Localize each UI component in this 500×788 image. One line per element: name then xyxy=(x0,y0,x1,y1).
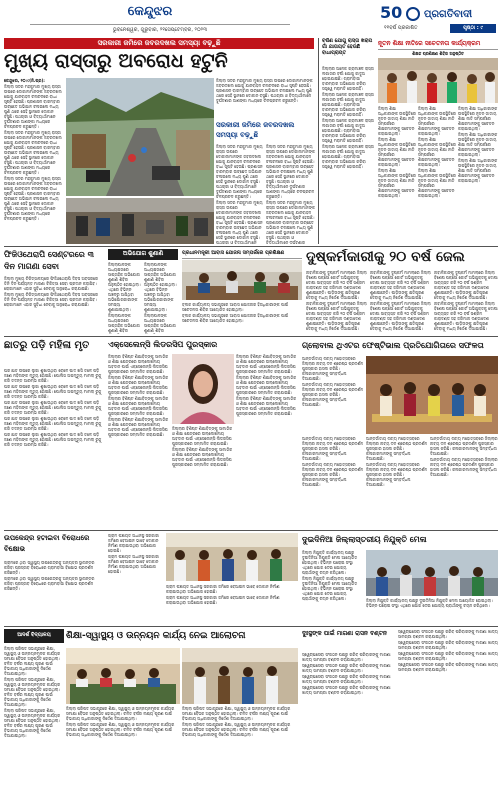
story-5-body-col-2 xyxy=(370,270,432,334)
story-6-text-4: ଘର ଛାତ ଉପରେ ଲୁଗା ଶୁଖାଉଥିବା ବେଳେ ପାଦ ଖସି ତଳେ ପଡ଼ି ଜଣେ ମହିଳାଙ୍କ ମୃତ୍ୟୁ ହୋଇଛି। ପୋଲିସ ଅପମୃତ୍ୟୁ ମାମଲା ରୁଜୁ କରି ତଦନ୍ତ ଆରମ୍ଭ କରିଛି। xyxy=(4,416,102,431)
story-5-text-6: ନାବାଳିକାଙ୍କୁ ଦୁଷ୍କର୍ମ ମାମଲାରେ ଜିଲ୍ଲା ବିଶେଷ ପକ୍ସୋ କୋର୍ଟ ଅଭିଯୁକ୍ତକୁ ଦୋଷୀ ସାବ୍ୟସ୍ତ କରି ୨୦ ବର୍ଷ ସଶ୍ରମ କାରାଦଣ୍ଡ ସହ ଜରିମାନା ଦଣ୍ଡାଦେଶ ଶୁଣାଇଛନ୍ତି। ପୀଡ଼ିତାଙ୍କୁ କ୍ଷତିପୂରଣ ଦେବାକୁ ମଧ୍ୟ ନିର୍ଦ୍ଦେଶ ଦିଆଯାଇଛି। xyxy=(434,301,498,331)
story-15-text-6: ସ୍ୱେଚ୍ଛାସେବୀ ସଂଗଠନ ପକ୍ଷରୁ ଗରିବ ପରିବାରଙ୍କୁ ମାଗଣା ଖାଦ୍ୟ ସାମଗ୍ରୀ ବଣ୍ଟନ କରାଯାଇଥିଲା। xyxy=(398,640,498,650)
story-15-text-2: ସ୍ୱେଚ୍ଛାସେବୀ ସଂଗଠନ ପକ୍ଷରୁ ଗରିବ ପରିବାରଙ୍କୁ ମାଗଣା ଖାଦ୍ୟ ସାମଗ୍ରୀ ବଣ୍ଟନ କରାଯାଇଥିଲା। xyxy=(302,663,391,673)
story-14-text-4: ଗ୍ରାମ ପଞ୍ଚାୟତ ଅଧୀନସ୍ଥ ସରକାରୀ ଜମିରେ ବେଆଇନ ଭାବେ ଦୋକାନ ନିର୍ମାଣ କରାଯାଉଥିବା ଅଭିଯୋଗ ହୋଇଛି। xyxy=(166,595,280,605)
story-13-headline: ଶିକ୍ଷା-ସ୍ୱାସ୍ଥ୍ୟ ଓ ଉନ୍ନୟନ କାର୍ଯ୍ୟ ନେଇ ଆଲୋଚନା xyxy=(66,631,246,641)
emblem-icon xyxy=(406,7,420,21)
lead-subhead: ସରକାରୀ ଜମିରେ ଜବରଦଖଲ ସମସ୍ୟା ବଢ଼ୁଛି xyxy=(216,121,295,139)
top-right-2-text-8: ଜିଲ୍ଲା ଶିକ୍ଷା ଅଧିକାରୀଙ୍କ ଉପସ୍ଥିତିରେ ନୂତନ ଜାତୀୟ ଶିକ୍ଷା ନୀତି ସମ୍ପର୍କରେ ଶିକ୍ଷକମାନଙ୍କୁ ସଚେତନ କରାଯାଇଥିଲା। xyxy=(458,132,498,157)
story-4-body xyxy=(182,302,302,334)
top-right-2-text-2: ଜିଲ୍ଲା ଶିକ୍ଷା ଅଧିକାରୀଙ୍କ ଉପସ୍ଥିତିରେ ନୂତନ ଜାତୀୟ ଶିକ୍ଷା ନୀତି ସମ୍ପର୍କରେ ଶିକ୍ଷକମାନଙ୍କୁ ସଚେତନ କରାଯାଇଥିଲା। xyxy=(378,137,416,167)
job-fair-photo-image xyxy=(366,550,498,596)
story-15-text-7: ସ୍ୱେଚ୍ଛାସେବୀ ସଂଗଠନ ପକ୍ଷରୁ ଗରିବ ପରିବାରଙ୍କୁ ମାଗଣା ଖାଦ୍ୟ ସାମଗ୍ରୀ ବଣ୍ଟନ କରାଯାଇଥିଲା। xyxy=(398,651,498,661)
story-10-text: ଗ୍ରାମରେ ଥିବା ସ୍ୱାସ୍ଥ୍ୟ ଉପକେନ୍ଦ୍ରକୁ ଅନ୍ୟତ୍ର ସ୍ଥାନାନ୍ତର କରିବା ପ୍ରସ୍ତାବ ବିରୋଧରେ ଗ୍ରାମବାସୀ ବିକ୍ଷୋଭ ପ୍ରଦର୍ଶନ କରିଛନ୍ତି। xyxy=(4,560,95,575)
story-6-text-3: ଘର ଛାତ ଉପରେ ଲୁଗା ଶୁଖାଉଥିବା ବେଳେ ପାଦ ଖସି ତଳେ ପଡ଼ି ଜଣେ ମହିଳାଙ୍କ ମୃତ୍ୟୁ ହୋଇଛି। ପୋଲିସ ଅପମୃତ୍ୟୁ ମାମଲା ରୁଜୁ କରି ତଦନ୍ତ ଆରମ୍ଭ କରିଛି। xyxy=(4,400,102,415)
lead-kicker: ସରକାରୀ ଜମିରେ ଜବରଦଖଲ ସମସ୍ୟା ବଢ଼ୁଛି xyxy=(4,38,314,49)
story-13-text-3: ଜିଲ୍ଲା ପରିଷଦ ସଭାଗୃହରେ ଶିକ୍ଷା, ସ୍ୱାସ୍ଥ୍ୟ ଓ ଉନ୍ନୟନମୂଳକ କାର୍ଯ୍ୟର ସମୀକ୍ଷା ବୈଠକ ଅନୁଷ୍ଠିତ ହୋଇଥିଲା। ଚଳିତ ବର୍ଷର ଲକ୍ଷ୍ୟ ପୂରଣ ପାଇଁ ବିଭାଗୀୟ ଅଧିକାରୀଙ୍କୁ ନିର୍ଦ୍ଦେଶ ଦିଆଯାଇଥିଲା। xyxy=(4,708,61,738)
story-2-text: ଜିଲ୍ଲା ମୁଖ୍ୟ ଚିକିତ୍ସାଳୟରେ ଫିଜିଓଥେରାପି ଦିବସ ଅବସରରେ ତିନି ଦିନ ପର୍ଯ୍ୟନ୍ତ ମାଗଣା ଚିକିତ୍ସା ସେବା ପ୍ରଦାନ କରାଯିବ। ରୋଗୀମାନେ ଏହାର ସୁବିଧା ନେବାକୁ ଅନୁରୋଧ କରାଯାଇଛି। xyxy=(4,276,99,291)
top-right-2-subhead: ଶିକ୍ଷକ ପ୍ରଶିକ୍ଷଣ ଶିବିର ଅନୁଷ୍ଠିତ xyxy=(412,51,464,56)
story-5-text-4: ନାବାଳିକାଙ୍କୁ ଦୁଷ୍କର୍ମ ମାମଲାରେ ଜିଲ୍ଲା ବିଶେଷ ପକ୍ସୋ କୋର୍ଟ ଅଭିଯୁକ୍ତକୁ ଦୋଷୀ ସାବ୍ୟସ୍ତ କରି ୨୦ ବର୍ଷ ସଶ୍ରମ କାରାଦଣ୍ଡ ସହ ଜରିମାନା ଦଣ୍ଡାଦେଶ ଶୁଣାଇଛନ୍ତି। ପୀଡ଼ିତାଙ୍କୁ କ୍ଷତିପୂରଣ ଦେବାକୁ ମଧ୍ୟ ନିର୍ଦ୍ଦେଶ ଦିଆଯାଇଛି। xyxy=(370,301,431,331)
story-9-photo xyxy=(366,356,498,434)
story-14-text: ଗ୍ରାମ ପଞ୍ଚାୟତ ଅଧୀନସ୍ଥ ସରକାରୀ ଜମିରେ ବେଆଇନ ଭାବେ ଦୋକାନ ନିର୍ମାଣ କରାଯାଉଥିବା ଅଭିଯୋଗ ହୋଇଛି। xyxy=(108,533,159,553)
lead-col3-text: ଜିଲ୍ଲା ସଦର ମହକୁମାର ମୁଖ୍ୟ ରାସ୍ତା ଉପରେ ଦୋକାନୀମାନଙ୍କ ଜବରଦଖଲ ଯୋଗୁ ଯାନବାହନ ଚଳାଚଳରେ ବାଧା ସୃଷ୍ଟି ହେଉଛି। ପ୍ରଶାସନ ବାରମ୍ବାର ଉଚ୍ଛେଦ ଅଭିଯାନ ଚଳାଇଲେ ମଧ୍ୟ ପୁଣି ଥରେ ସେହି ସ୍ଥାନରେ ଦୋକାନ ବସୁଛି। ପଥଚାରୀ ଓ ବିଦ୍ୟାର୍ଥୀମାନେ ଦୁର୍ଘଟଣାର ଆଶଙ୍କା ମଧ୍ୟରେ ଚଳପ୍ରଚଳ କରୁଛନ୍ତି। xyxy=(216,144,263,199)
story-6-body xyxy=(4,368,104,528)
top-right-1-text-4: ଜିଲ୍ଲାର ଅନେକ ଗ୍ରାମାଞ୍ଚଳ ରାସ୍ତା ଲଗାତାର ବର୍ଷା ଯୋଗୁ କାଦୁଅ ହୋଇଯାଇଛି। ଗ୍ରାମବାସୀ ବାରମ୍ବାର ଅଭିଯୋଗ କରିବା ସତ୍ତ୍ୱେ ମରାମତି ହୋଇନାହିଁ। xyxy=(322,144,374,169)
lead-col3-text-2: ଜିଲ୍ଲା ସଦର ମହକୁମାର ମୁଖ୍ୟ ରାସ୍ତା ଉପରେ ଦୋକାନୀମାନଙ୍କ ଜବରଦଖଲ ଯୋଗୁ ଯାନବାହନ ଚଳାଚଳରେ ବାଧା ସୃଷ୍ଟି ହେଉଛି। ପ୍ରଶାସନ ବାରମ୍ବାର ଉଚ୍ଛେଦ ଅଭିଯାନ ଚଳାଇଲେ ମଧ୍ୟ ପୁଣି ଥରେ ସେହି ସ୍ଥାନରେ ଦୋକାନ ବସୁଛି। ପଥଚାରୀ ଓ ବିଦ୍ୟାର୍ଥୀମାନେ xyxy=(216,200,263,244)
story-9-text: ଆନ୍ତର୍ଜାତୀୟ ନାଟ୍ୟ ମହୋତ୍ସବରେ ଜିଲ୍ଲାର ନାଟ୍ୟ ଦଳ ଶ୍ରେଷ୍ଠ ପ୍ରଦର୍ଶନ ପୁରସ୍କାର ହାସଲ କରିଛି। କଳାକାରମାନଙ୍କୁ ସମ୍ବର୍ଦ୍ଧନା ଦିଆଯାଇଛି। xyxy=(302,356,363,381)
story-9-body-col-3 xyxy=(366,436,428,528)
lead-byline: କେନ୍ଦୁଝର, ୨୦।୯(ନି.ପ୍ର): xyxy=(4,78,45,83)
lead-col2-text: ଜିଲ୍ଲା ସଦର ମହକୁମାର ମୁଖ୍ୟ ରାସ୍ତା ଉପରେ ଦୋକାନୀମାନଙ୍କ ଜବରଦଖଲ ଯୋଗୁ ଯାନବାହନ ଚଳାଚଳରେ ବାଧା ସୃଷ୍ଟି ହେଉଛି। ପ୍ରଶାସନ ବାରମ୍ବାର ଉଚ୍ଛେଦ ଅଭିଯାନ ଚଳାଇଲେ ମଧ୍ୟ ପୁଣି ଥରେ ସେହି ସ୍ଥାନରେ ଦୋକାନ ବସୁଛି। ପଥଚାରୀ ଓ ବିଦ୍ୟାର୍ଥୀମାନେ ଦୁର୍ଘଟଣାର ଆଶଙ୍କା ମଧ୍ୟରେ ଚଳପ୍ରଚଳ କରୁଛନ୍ତି। xyxy=(216,78,313,103)
story-7-text-5: ଜିଲ୍ଲାର ବିଶିଷ୍ଟ ଶିକ୍ଷାବିତ୍‌ଙ୍କୁ ସାମାଜିକ ଓ ଶିକ୍ଷା କ୍ଷେତ୍ରରେ ଉଲ୍ଲେଖନୀୟ ଅବଦାନ ପାଇଁ ଏକ୍ସେଲେନ୍ସି ଲିଡରସିପ ପୁରସ୍କାରରେ ସମ୍ମାନିତ କରାଯାଇଛି। xyxy=(172,426,233,446)
story-7-text-3: ଜିଲ୍ଲାର ବିଶିଷ୍ଟ ଶିକ୍ଷାବିତ୍‌ଙ୍କୁ ସାମାଜିକ ଓ ଶିକ୍ଷା କ୍ଷେତ୍ରରେ ଉଲ୍ଲେଖନୀୟ ଅବଦାନ ପାଇଁ ଏକ୍ସେଲେନ୍ସି ଲିଡରସିପ ପୁରସ୍କାରରେ ସମ୍ମାନିତ କରାଯାଇଛି। xyxy=(108,396,169,416)
story-7-body-col-2 xyxy=(172,426,234,528)
top-right-1-text-2: ଜିଲ୍ଲାର ଅନେକ ଗ୍ରାମାଞ୍ଚଳ ରାସ୍ତା ଲଗାତାର ବର୍ଷା ଯୋଗୁ କାଦୁଅ ହୋଇଯାଇଛି। ଗ୍ରାମବାସୀ ବାରମ୍ବାର ଅଭିଯୋଗ କରିବା ସତ୍ତ୍ୱେ ମରାମତି ହୋଇନାହିଁ। xyxy=(322,92,374,117)
story-12-body-col-1 xyxy=(302,550,364,624)
story-5-body-col-3 xyxy=(434,270,498,334)
story-9-text-7: ଆନ୍ତର୍ଜାତୀୟ ନାଟ୍ୟ ମହୋତ୍ସବରେ ଜିଲ୍ଲାର ନାଟ୍ୟ ଦଳ ଶ୍ରେଷ୍ଠ ପ୍ରଦର୍ଶନ ପୁରସ୍କାର ହାସଲ କରିଛି। କଳାକାରମାନଙ୍କୁ ସମ୍ବର୍ଦ୍ଧନା ଦିଆଯାଇଛି। xyxy=(430,436,498,456)
story-3-kicker: ଅଭିଯୋଗ ଶୁଣାଣି xyxy=(108,249,178,260)
story-13-text-5: ଜିଲ୍ଲା ପରିଷଦ ସଭାଗୃହରେ ଶିକ୍ଷା, ସ୍ୱାସ୍ଥ୍ୟ ଓ ଉନ୍ନୟନମୂଳକ କାର୍ଯ୍ୟର ସମୀକ୍ଷା ବୈଠକ ଅନୁଷ୍ଠିତ ହୋଇଥିଲା। ଚଳିତ ବର୍ଷର ଲକ୍ଷ୍ୟ ପୂରଣ ପାଇଁ ବିଭାଗୀୟ ଅଧିକାରୀଙ୍କୁ ନିର୍ଦ୍ଦେଶ ଦିଆଯାଇଥିଲା। xyxy=(66,722,175,737)
story-9-body-col-2 xyxy=(302,436,364,528)
story-7-photo xyxy=(172,354,234,424)
story-10-text-2: ଗ୍ରାମରେ ଥିବା ସ୍ୱାସ୍ଥ୍ୟ ଉପକେନ୍ଦ୍ରକୁ ଅନ୍ୟତ୍ର ସ୍ଥାନାନ୍ତର କରିବା ପ୍ରସ୍ତାବ ବିରୋଧରେ ଗ୍ରାମବାସୀ ବିକ୍ଷୋଭ ପ୍ରଦର୍ଶନ କରିଛନ୍ତି। xyxy=(4,576,95,591)
story-12-photo xyxy=(366,550,498,596)
horizontal-divider xyxy=(4,246,498,247)
story-14-text-3: ଗ୍ରାମ ପଞ୍ଚାୟତ ଅଧୀନସ୍ଥ ସରକାରୀ ଜମିରେ ବେଆଇନ ଭାବେ ଦୋକାନ ନିର୍ମାଣ କରାଯାଉଥିବା ଅଭିଯୋଗ ହୋଇଛି। xyxy=(166,584,280,594)
story-4-text-2: ବ୍ଲକ କାର୍ଯ୍ୟାଳୟ ସଭାଗୃହରେ ଆବାସ ଯୋଜନାର ହିତାଧିକାରୀଙ୍କ ପାଇଁ ସଚେତନତା ଶିବିର ଆୟୋଜିତ ହୋଇଥିଲା। xyxy=(182,313,289,323)
story-12-text: ଜିଲ୍ଲା ନିଯୁକ୍ତି କାର୍ଯ୍ୟାଳୟ ପକ୍ଷରୁ ଦୁଇଦିନିଆ ନିଯୁକ୍ତି ମେଳା ଆୟୋଜିତ ହୋଇଥିଲା। ବିଭିନ୍ନ ଘରୋଇ ସଂସ୍ଥା ଏଥିରେ ଯୋଗ ଦେଇ ଯୋଗ୍ୟ ପ୍ରାର୍ଥୀଙ୍କୁ ଚୟନ କରିଥିଲେ। xyxy=(302,550,358,575)
officials-photo-image xyxy=(182,648,298,704)
lead-photo-2 xyxy=(66,198,214,244)
story-13-text: ଜିଲ୍ଲା ପରିଷଦ ସଭାଗୃହରେ ଶିକ୍ଷା, ସ୍ୱାସ୍ଥ୍ୟ ଓ ଉନ୍ନୟନମୂଳକ କାର୍ଯ୍ୟର ସମୀକ୍ଷା ବୈଠକ ଅନୁଷ୍ଠିତ ହୋଇଥିଲା। ଚଳିତ ବର୍ଷର ଲକ୍ଷ୍ୟ ପୂରଣ ପାଇଁ ବିଭାଗୀୟ ଅଧିକାରୀଙ୍କୁ ନିର୍ଦ୍ଦେଶ ଦିଆଯାଇଥିଲା। xyxy=(4,646,61,676)
story-5-text-5: ନାବାଳିକାଙ୍କୁ ଦୁଷ୍କର୍ମ ମାମଲାରେ ଜିଲ୍ଲା ବିଶେଷ ପକ୍ସୋ କୋର୍ଟ ଅଭିଯୁକ୍ତକୁ ଦୋଷୀ ସାବ୍ୟସ୍ତ କରି ୨୦ ବର୍ଷ ସଶ୍ରମ କାରାଦଣ୍ଡ ସହ ଜରିମାନା ଦଣ୍ଡାଦେଶ ଶୁଣାଇଛନ୍ତି। ପୀଡ଼ିତାଙ୍କୁ କ୍ଷତିପୂରଣ ଦେବାକୁ ମଧ୍ୟ ନିର୍ଦ୍ଦେଶ ଦିଆଯାଇଛି। xyxy=(434,270,498,300)
story-13-photo-2 xyxy=(182,648,298,704)
story-13-photo xyxy=(66,648,180,704)
road-scene-image xyxy=(66,78,214,196)
top-right-2-body-col-2 xyxy=(418,106,456,244)
column-divider xyxy=(318,38,319,244)
award-photo-image xyxy=(366,356,498,434)
lead-body-text-3: ଜିଲ୍ଲା ସଦର ମହକୁମାର ମୁଖ୍ୟ ରାସ୍ତା ଉପରେ ଦୋକାନୀମାନଙ୍କ ଜବରଦଖଲ ଯୋଗୁ ଯାନବାହନ ଚଳାଚଳରେ ବାଧା ସୃଷ୍ଟି ହେଉଛି। ପ୍ରଶାସନ ବାରମ୍ବାର ଉଚ୍ଛେଦ ଅଭିଯାନ ଚଳାଇଲେ ମଧ୍ୟ ପୁଣି ଥରେ ସେହି ସ୍ଥାନରେ ଦୋକାନ ବସୁଛି। ପଥଚାରୀ ଓ ବିଦ୍ୟାର୍ଥୀମାନେ ଦୁର୍ଘଟଣାର ଆଶଙ୍କା ମଧ୍ୟରେ ଚଳପ୍ରଚଳ କରୁଛନ୍ତି। xyxy=(4,176,62,221)
top-right-2-text-3: ଜିଲ୍ଲା ଶିକ୍ଷା ଅଧିକାରୀଙ୍କ ଉପସ୍ଥିତିରେ ନୂତନ ଜାତୀୟ ଶିକ୍ଷା ନୀତି ସମ୍ପର୍କରେ ଶିକ୍ଷକମାନଙ୍କୁ ସଚେତନ କରାଯାଇଥିଲା। xyxy=(378,168,416,198)
lead-body-col-1 xyxy=(4,78,64,243)
story-13-text-2: ଜିଲ୍ଲା ପରିଷଦ ସଭାଗୃହରେ ଶିକ୍ଷା, ସ୍ୱାସ୍ଥ୍ୟ ଓ ଉନ୍ନୟନମୂଳକ କାର୍ଯ୍ୟର ସମୀକ୍ଷା ବୈଠକ ଅନୁଷ୍ଠିତ ହୋଇଥିଲା। ଚଳିତ ବର୍ଷର ଲକ୍ଷ୍ୟ ପୂରଣ ପାଇଁ ବିଭାଗୀୟ ଅଧିକାରୀଙ୍କୁ ନିର୍ଦ୍ଦେଶ ଦିଆଯାଇଥିଲା। xyxy=(4,677,61,707)
top-right-2-headline: ନୂତନ ଶିକ୍ଷା ନୀତିରେ ସଚେତନତା କାର୍ଯ୍ୟକ୍ରମ xyxy=(378,38,498,50)
dateline: ଭୁବନେଶ୍ୱର, ଗୁରୁବାର, ୨୧ସେପ୍ଟେମ୍ବର, ୨୦୨୩ xyxy=(30,24,290,34)
story-15-body-col-1 xyxy=(302,652,394,784)
story-9-text-6: ଆନ୍ତର୍ଜାତୀୟ ନାଟ୍ୟ ମହୋତ୍ସବରେ ଜିଲ୍ଲାର ନାଟ୍ୟ ଦଳ ଶ୍ରେଷ୍ଠ ପ୍ରଦର୍ଶନ ପୁରସ୍କାର ହାସଲ କରିଛି। କଳାକାରମାନଙ୍କୁ ସମ୍ବର୍ଦ୍ଧନା ଦିଆଯାଇଛି। xyxy=(366,462,427,487)
story-7-text-6: ଜିଲ୍ଲାର ବିଶିଷ୍ଟ ଶିକ୍ଷାବିତ୍‌ଙ୍କୁ ସାମାଜିକ ଓ ଶିକ୍ଷା କ୍ଷେତ୍ରରେ ଉଲ୍ଲେଖନୀୟ ଅବଦାନ ପାଇଁ ଏକ୍ସେଲେନ୍ସି ଲିଡରସିପ ପୁରସ୍କାରରେ ସମ୍ମାନିତ କରାଯାଇଛି। xyxy=(172,447,233,467)
story-2-text-2: ଜିଲ୍ଲା ମୁଖ୍ୟ ଚିକିତ୍ସାଳୟରେ ଫିଜିଓଥେରାପି ଦିବସ ଅବସରରେ ତିନି ଦିନ ପର୍ଯ୍ୟନ୍ତ ମାଗଣା ଚିକିତ୍ସା ସେବା ପ୍ରଦାନ କରାଯିବ। ରୋଗୀମାନେ ଏହାର ସୁବିଧା ନେବାକୁ ଅନୁରୋଧ କରାଯାଇଛି। xyxy=(4,292,99,307)
top-right-2-text-4: ଜିଲ୍ଲା ଶିକ୍ଷା ଅଧିକାରୀଙ୍କ ଉପସ୍ଥିତିରେ ନୂତନ ଜାତୀୟ ଶିକ୍ଷା ନୀତି ସମ୍ପର୍କରେ ଶିକ୍ଷକମାନଙ୍କୁ ସଚେତନ କରାଯାଇଥିଲା। xyxy=(418,106,456,136)
story-14-photo xyxy=(166,533,298,581)
story-7-text-8: ଜିଲ୍ଲାର ବିଶିଷ୍ଟ ଶିକ୍ଷାବିତ୍‌ଙ୍କୁ ସାମାଜିକ ଓ ଶିକ୍ଷା କ୍ଷେତ୍ରରେ ଉଲ୍ଲେଖନୀୟ ଅବଦାନ ପାଇଁ ଏକ୍ସେଲେନ୍ସି ଲିଡରସିପ ପୁରସ୍କାରରେ ସମ୍ମାନିତ କରାଯାଇଛି। xyxy=(236,375,297,395)
story-15-text-8: ସ୍ୱେଚ୍ଛାସେବୀ ସଂଗଠନ ପକ୍ଷରୁ ଗରିବ ପରିବାରଙ୍କୁ ମାଗଣା ଖାଦ୍ୟ ସାମଗ୍ରୀ ବଣ୍ଟନ କରାଯାଇଥିଲା। xyxy=(398,662,498,672)
story-9-text-4: ଆନ୍ତର୍ଜାତୀୟ ନାଟ୍ୟ ମହୋତ୍ସବରେ ଜିଲ୍ଲାର ନାଟ୍ୟ ଦଳ ଶ୍ରେଷ୍ଠ ପ୍ରଦର୍ଶନ ପୁରସ୍କାର ହାସଲ କରିଛି। କଳାକାରମାନଙ୍କୁ ସମ୍ବର୍ଦ୍ଧନା ଦିଆଯାଇଛି। xyxy=(302,462,363,487)
group-photo-image xyxy=(166,533,298,581)
story-7-body-col-3 xyxy=(236,354,298,528)
story-9-body-col-1 xyxy=(302,356,364,434)
top-right-2-text-9: ଜିଲ୍ଲା ଶିକ୍ଷା ଅଧିକାରୀଙ୍କ ଉପସ୍ଥିତିରେ ନୂତନ ଜାତୀୟ ଶିକ୍ଷା ନୀତି ସମ୍ପର୍କରେ ଶିକ୍ଷକମାନଙ୍କୁ ସଚେତନ କରାଯାଇଥିଲା। xyxy=(458,158,498,183)
top-right-1-text-3: ଜିଲ୍ଲାର ଅନେକ ଗ୍ରାମାଞ୍ଚଳ ରାସ୍ତା ଲଗାତାର ବର୍ଷା ଯୋଗୁ କାଦୁଅ ହୋଇଯାଇଛି। ଗ୍ରାମବାସୀ ବାରମ୍ବାର ଅଭିଯୋଗ କରିବା ସତ୍ତ୍ୱେ ମରାମତି ହୋଇନାହିଁ। xyxy=(322,118,374,143)
story-12-headline: ଦୁଇଦିନିଆ ଜିଲ୍ଲାସ୍ତରୀୟ ନିଯୁକ୍ତି ମେଳା xyxy=(302,535,427,544)
event-photo-image xyxy=(378,58,498,103)
lead-photo xyxy=(66,78,214,196)
brand-name: ପ୍ରଗତିବାଦୀ xyxy=(424,9,473,20)
story-13-body-col-3 xyxy=(182,706,298,784)
story-5-headline: ଦୁଷ୍କର୍ମକାରୀକୁ ୨୦ ବର୍ଷ ଜେଲ xyxy=(306,249,465,265)
story-14-text-2: ଗ୍ରାମ ପଞ୍ଚାୟତ ଅଧୀନସ୍ଥ ସରକାରୀ ଜମିରେ ବେଆଇନ ଭାବେ ଦୋକାନ ନିର୍ମାଣ କରାଯାଉଥିବା ଅଭିଯୋଗ ହୋଇଛି। xyxy=(108,554,159,574)
review-meeting-photo-image xyxy=(66,648,180,704)
section-title: କେନ୍ଦୁଝର xyxy=(127,4,173,19)
top-right-2-body-col-3 xyxy=(458,106,498,244)
story-2-headline: ଫିଜିଓଥେରାପି ସେଣ୍ଟରରେ ୩ ଦିନ ମାଗଣା ସେବା xyxy=(4,250,94,271)
story-15-text-4: ସ୍ୱେଚ୍ଛାସେବୀ ସଂଗଠନ ପକ୍ଷରୁ ଗରିବ ପରିବାରଙ୍କୁ ମାଗଣା ଖାଦ୍ୟ ସାମଗ୍ରୀ ବଣ୍ଟନ କରାଯାଇଥିଲା। xyxy=(302,685,391,695)
story-12-body-col-2 xyxy=(366,598,498,624)
story-3-text-4: ଜିଲ୍ଲାପାଳଙ୍କ ଅଧ୍ୟକ୍ଷତାରେ ସାପ୍ତାହିକ ଅଭିଯୋଗ ଶୁଣାଣି ଶିବିର xyxy=(144,313,176,333)
top-right-2-photo xyxy=(378,58,498,103)
story-9-text-2: ଆନ୍ତର୍ଜାତୀୟ ନାଟ୍ୟ ମହୋତ୍ସବରେ ଜିଲ୍ଲାର ନାଟ୍ୟ ଦଳ ଶ୍ରେଷ୍ଠ ପ୍ରଦର୍ଶନ ପୁରସ୍କାର ହାସଲ କରିଛି। କଳାକାରମାନଙ୍କୁ ସମ୍ବର୍ଦ୍ଧନା ଦିଆଯାଇଛି। xyxy=(302,382,363,407)
story-10-body xyxy=(4,560,104,624)
lead-col4-text: ଜିଲ୍ଲା ସଦର ମହକୁମାର ମୁଖ୍ୟ ରାସ୍ତା ଉପରେ ଦୋକାନୀମାନଙ୍କ ଜବରଦଖଲ ଯୋଗୁ ଯାନବାହନ ଚଳାଚଳରେ ବାଧା ସୃଷ୍ଟି ହେଉଛି। ପ୍ରଶାସନ ବାରମ୍ବାର ଉଚ୍ଛେଦ ଅଭିଯାନ ଚଳାଇଲେ ମଧ୍ୟ ପୁଣି ଥରେ ସେହି ସ୍ଥାନରେ ଦୋକାନ ବସୁଛି। ପଥଚାରୀ ଓ ବିଦ୍ୟାର୍ଥୀମାନେ ଦୁର୍ଘଟଣାର ଆଶଙ୍କା ମଧ୍ୟରେ ଚଳପ୍ରଚଳ କରୁଛନ୍ତି। xyxy=(266,144,315,199)
lead-col4-text-2: ଜିଲ୍ଲା ସଦର ମହକୁମାର ମୁଖ୍ୟ ରାସ୍ତା ଉପରେ ଦୋକାନୀମାନଙ୍କ ଜବରଦଖଲ ଯୋଗୁ ଯାନବାହନ ଚଳାଚଳରେ ବାଧା ସୃଷ୍ଟି ହେଉଛି। ପ୍ରଶାସନ ବାରମ୍ବାର ଉଚ୍ଛେଦ ଅଭିଯାନ ଚଳାଇଲେ ମଧ୍ୟ ପୁଣି ଥରେ ସେହି ସ୍ଥାନରେ ଦୋକାନ ବସୁଛି। ପଥଚାରୀ ଓ ବିଦ୍ୟାର୍ଥୀମାନେ ଦୁର୍ଘଟଣାର xyxy=(266,200,315,244)
story-5-body-col-1 xyxy=(306,270,368,334)
top-right-1-text: ଜିଲ୍ଲାର ଅନେକ ଗ୍ରାମାଞ୍ଚଳ ରାସ୍ତା ଲଗାତାର ବର୍ଷା ଯୋଗୁ କାଦୁଅ ହୋଇଯାଇଛି। ଗ୍ରାମବାସୀ ବାରମ୍ବାର ଅଭିଯୋଗ କରିବା ସତ୍ତ୍ୱେ ମରାମତି ହୋଇନାହିଁ। xyxy=(322,66,374,91)
story-6-text: ଘର ଛାତ ଉପରେ ଲୁଗା ଶୁଖାଉଥିବା ବେଳେ ପାଦ ଖସି ତଳେ ପଡ଼ି ଜଣେ ମହିଳାଙ୍କ ମୃତ୍ୟୁ ହୋଇଛି। ପୋଲିସ ଅପମୃତ୍ୟୁ ମାମଲା ରୁଜୁ କରି ତଦନ୍ତ ଆରମ୍ଭ କରିଛି। xyxy=(4,368,102,383)
story-13-text-4: ଜିଲ୍ଲା ପରିଷଦ ସଭାଗୃହରେ ଶିକ୍ଷା, ସ୍ୱାସ୍ଥ୍ୟ ଓ ଉନ୍ନୟନମୂଳକ କାର୍ଯ୍ୟର ସମୀକ୍ଷା ବୈଠକ ଅନୁଷ୍ଠିତ ହୋଇଥିଲା। ଚଳିତ ବର୍ଷର ଲକ୍ଷ୍ୟ ପୂରଣ ପାଇଁ ବିଭାଗୀୟ ଅଧିକାରୀଙ୍କୁ ନିର୍ଦ୍ଦେଶ ଦିଆଯାଇଥିଲା। xyxy=(66,706,175,721)
story-15-text: ସ୍ୱେଚ୍ଛାସେବୀ ସଂଗଠନ ପକ୍ଷରୁ ଗରିବ ପରିବାରଙ୍କୁ ମାଗଣା ଖାଦ୍ୟ ସାମଗ୍ରୀ ବଣ୍ଟନ କରାଯାଇଥିଲା। xyxy=(302,652,391,662)
top-right-1-headline: ବର୍ଷଣ ଯୋଗୁ ରାସ୍ତା ଖରାପ ଗାଁ ଯାତାୟତ ହେଉଛି ବାଧାପ୍ରାପ୍ତ xyxy=(322,38,373,56)
story-5-text-2: ନାବାଳିକାଙ୍କୁ ଦୁଷ୍କର୍ମ ମାମଲାରେ ଜିଲ୍ଲା ବିଶେଷ ପକ୍ସୋ କୋର୍ଟ ଅଭିଯୁକ୍ତକୁ ଦୋଷୀ ସାବ୍ୟସ୍ତ କରି ୨୦ ବର୍ଷ ସଶ୍ରମ କାରାଦଣ୍ଡ ସହ ଜରିମାନା ଦଣ୍ଡାଦେଶ ଶୁଣାଇଛନ୍ତି। ପୀଡ଼ିତାଙ୍କୁ କ୍ଷତିପୂରଣ ଦେବାକୁ ମଧ୍ୟ ନିର୍ଦ୍ଦେଶ ଦିଆଯାଇଛି। xyxy=(306,301,367,331)
story-9-body-col-4 xyxy=(430,436,498,528)
story-15-text-3: ସ୍ୱେଚ୍ଛାସେବୀ ସଂଗଠନ ପକ୍ଷରୁ ଗରିବ ପରିବାରଙ୍କୁ ମାଗଣା ଖାଦ୍ୟ ସାମଗ୍ରୀ ବଣ୍ଟନ କରାଯାଇଥିଲା। xyxy=(302,674,391,684)
story-14-body-col xyxy=(108,533,164,625)
story-7-body-col-1 xyxy=(108,354,170,528)
story-4-headline: ପ୍ରଧାନମନ୍ତ୍ରୀ ଆବାସ ଯୋଜନା ସମ୍ପର୍କରେ ପ୍ରଶିକ୍ଷଣ xyxy=(182,249,302,259)
story-13-body-col-1 xyxy=(4,646,64,784)
top-right-1-body xyxy=(322,66,374,246)
story-15-text-5: ସ୍ୱେଚ୍ଛାସେବୀ ସଂଗଠନ ପକ୍ଷରୁ ଗରିବ ପରିବାରଙ୍କୁ ମାଗଣା ଖାଦ୍ୟ ସାମଗ୍ରୀ ବଣ୍ଟନ କରାଯାଇଥିଲା। xyxy=(398,629,498,639)
story-7-headline: ଏକ୍ସେଲେନ୍ସି ଲିଡରସିପ ପୁରସ୍କାର xyxy=(108,340,218,349)
top-right-2-text-5: ଜିଲ୍ଲା ଶିକ୍ଷା ଅଧିକାରୀଙ୍କ ଉପସ୍ଥିତିରେ ନୂତନ ଜାତୀୟ ଶିକ୍ଷା ନୀତି ସମ୍ପର୍କରେ ଶିକ୍ଷକମାନଙ୍କୁ ସଚେତନ କରାଯାଇଥିଲା। xyxy=(418,137,456,167)
story-9-text-3: ଆନ୍ତର୍ଜାତୀୟ ନାଟ୍ୟ ମହୋତ୍ସବରେ ଜିଲ୍ଲାର ନାଟ୍ୟ ଦଳ ଶ୍ରେଷ୍ଠ ପ୍ରଦର୍ଶନ ପୁରସ୍କାର ହାସଲ କରିଛି। କଳାକାରମାନଙ୍କୁ ସମ୍ବର୍ଦ୍ଧନା ଦିଆଯାଇଛି। xyxy=(302,436,363,461)
horizontal-divider-3 xyxy=(4,530,498,531)
edition-info: ୧୧ବର୍ଷ ପ୍ରକାଶିତ xyxy=(384,25,418,31)
lead-body-text-2: ଜିଲ୍ଲା ସଦର ମହକୁମାର ମୁଖ୍ୟ ରାସ୍ତା ଉପରେ ଦୋକାନୀମାନଙ୍କ ଜବରଦଖଲ ଯୋଗୁ ଯାନବାହନ ଚଳାଚଳରେ ବାଧା ସୃଷ୍ଟି ହେଉଛି। ପ୍ରଶାସନ ବାରମ୍ବାର ଉଚ୍ଛେଦ ଅଭିଯାନ ଚଳାଇଲେ ମଧ୍ୟ ପୁଣି ଥରେ ସେହି ସ୍ଥାନରେ ଦୋକାନ ବସୁଛି। ପଥଚାରୀ ଓ ବିଦ୍ୟାର୍ଥୀମାନେ ଦୁର୍ଘଟଣାର ଆଶଙ୍କା ମଧ୍ୟରେ ଚଳପ୍ରଚଳ କରୁଛନ୍ତି। xyxy=(4,130,62,175)
horizontal-divider-4 xyxy=(4,626,498,627)
lead-body-col-2 xyxy=(216,78,316,118)
portrait-image xyxy=(172,354,234,424)
story-10-headline: ଉପକେନ୍ଦ୍ର ହଟାଇବା ବିରୋଧରେ ବିକ୍ଷୋଭ xyxy=(4,534,90,553)
story-7-text-4: ଜିଲ୍ଲାର ବିଶିଷ୍ଟ ଶିକ୍ଷାବିତ୍‌ଙ୍କୁ ସାମାଜିକ ଓ ଶିକ୍ଷା କ୍ଷେତ୍ରରେ ଉଲ୍ଲେଖନୀୟ ଅବଦାନ ପାଇଁ ଏକ୍ସେଲେନ୍ସି ଲିଡରସିପ ପୁରସ୍କାରରେ ସମ୍ମାନିତ କରାଯାଇଛି। xyxy=(108,417,169,437)
top-right-2-text-6: ଜିଲ୍ଲା ଶିକ୍ଷା ଅଧିକାରୀଙ୍କ ଉପସ୍ଥିତିରେ ନୂତନ ଜାତୀୟ ଶିକ୍ଷା ନୀତି ସମ୍ପର୍କରେ ଶିକ୍ଷକମାନଙ୍କୁ ସଚେତନ କରାଯାଇଥିଲା। xyxy=(418,168,456,198)
top-right-2-text-7: ଜିଲ୍ଲା ଶିକ୍ଷା ଅଧିକାରୀଙ୍କ ଉପସ୍ଥିତିରେ ନୂତନ ଜାତୀୟ ଶିକ୍ଷା ନୀତି ସମ୍ପର୍କରେ ଶିକ୍ଷକମାନଙ୍କୁ ସଚେତନ କରାଯାଇଥିଲା। xyxy=(458,106,498,131)
anniversary-number: 50 xyxy=(380,3,403,22)
story-13-text-6: ଜିଲ୍ଲା ପରିଷଦ ସଭାଗୃହରେ ଶିକ୍ଷା, ସ୍ୱାସ୍ଥ୍ୟ ଓ ଉନ୍ନୟନମୂଳକ କାର୍ଯ୍ୟର ସମୀକ୍ଷା ବୈଠକ ଅନୁଷ୍ଠିତ ହୋଇଥିଲା। ଚଳିତ ବର୍ଷର ଲକ୍ଷ୍ୟ ପୂରଣ ପାଇଁ ବିଭାଗୀୟ ଅଧିକାରୀଙ୍କୁ ନିର୍ଦ୍ଦେଶ ଦିଆଯାଇଥିଲା। xyxy=(182,706,291,721)
story-13-text-7: ଜିଲ୍ଲା ପରିଷଦ ସଭାଗୃହରେ ଶିକ୍ଷା, ସ୍ୱାସ୍ଥ୍ୟ ଓ ଉନ୍ନୟନମୂଳକ କାର୍ଯ୍ୟର ସମୀକ୍ଷା ବୈଠକ ଅନୁଷ୍ଠିତ ହୋଇଥିଲା। ଚଳିତ ବର୍ଷର ଲକ୍ଷ୍ୟ ପୂରଣ ପାଇଁ ବିଭାଗୀୟ ଅଧିକାରୀଙ୍କୁ ନିର୍ଦ୍ଦେଶ ଦିଆଯାଇଥିଲା। xyxy=(182,722,291,737)
story-2-body xyxy=(4,276,104,334)
story-13-kicker: ଆଦର୍ଶ ବିଦ୍ୟାଳୟ xyxy=(4,629,64,643)
story-6-headline: ଛାତରୁ ପଡ଼ି ମହିଳା ମୃତ xyxy=(4,340,90,351)
story-9-text-5: ଆନ୍ତର୍ଜାତୀୟ ନାଟ୍ୟ ମହୋତ୍ସବରେ ଜିଲ୍ଲାର ନାଟ୍ୟ ଦଳ ଶ୍ରେଷ୍ଠ ପ୍ରଦର୍ଶନ ପୁରସ୍କାର ହାସଲ କରିଛି। କଳାକାରମାନଙ୍କୁ ସମ୍ବର୍ଦ୍ଧନା ଦିଆଯାଇଛି। xyxy=(366,436,427,461)
story-14-body-col-2 xyxy=(166,584,298,624)
lead-body-col-4 xyxy=(266,144,316,244)
story-6-text-2: ଘର ଛାତ ଉପରେ ଲୁଗା ଶୁଖାଉଥିବା ବେଳେ ପାଦ ଖସି ତଳେ ପଡ଼ି ଜଣେ ମହିଳାଙ୍କ ମୃତ୍ୟୁ ହୋଇଛି। ପୋଲିସ ଅପମୃତ୍ୟୁ ମାମଲା ରୁଜୁ କରି ତଦନ୍ତ ଆରମ୍ଭ କରିଛି। xyxy=(4,384,102,399)
story-15-headline: ଦୁଃସ୍ଥଙ୍କ ପାଇଁ ମାଗଣା ରାସନ ବଣ୍ଟନ xyxy=(302,630,387,637)
story-3-body-col-2 xyxy=(144,262,178,334)
story-4-photo xyxy=(182,260,302,300)
top-right-2-body-col-1 xyxy=(378,106,416,244)
story-6-text-5: ଘର ଛାତ ଉପରେ ଲୁଗା ଶୁଖାଉଥିବା ବେଳେ ପାଦ ଖସି ତଳେ ପଡ଼ି ଜଣେ ମହିଳାଙ୍କ ମୃତ୍ୟୁ ହୋଇଛି। ପୋଲିସ ଅପମୃତ୍ୟୁ ମାମଲା ରୁଜୁ କରି ତଦନ୍ତ ଆରମ୍ଭ କରିଛି। xyxy=(4,432,102,447)
story-15-body-col-2 xyxy=(398,629,498,784)
story-7-text-9: ଜିଲ୍ଲାର ବିଶିଷ୍ଟ ଶିକ୍ଷାବିତ୍‌ଙ୍କୁ ସାମାଜିକ ଓ ଶିକ୍ଷା କ୍ଷେତ୍ରରେ ଉଲ୍ଲେଖନୀୟ ଅବଦାନ ପାଇଁ ଏକ୍ସେଲେନ୍ସି ଲିଡରସିପ ପୁରସ୍କାରରେ ସମ୍ମାନିତ କରାଯାଇଛି। xyxy=(236,396,297,416)
lead-body-col-3 xyxy=(216,144,264,244)
story-9-text-8: ଆନ୍ତର୍ଜାତୀୟ ନାଟ୍ୟ ମହୋତ୍ସବରେ ଜିଲ୍ଲାର ନାଟ୍ୟ ଦଳ ଶ୍ରେଷ୍ଠ ପ୍ରଦର୍ଶନ ପୁରସ୍କାର ହାସଲ କରିଛି। କଳାକାରମାନଙ୍କୁ ସମ୍ବର୍ଦ୍ଧନା ଦିଆଯାଇଛି। xyxy=(430,457,498,477)
lead-body-text: ଜିଲ୍ଲା ସଦର ମହକୁମାର ମୁଖ୍ୟ ରାସ୍ତା ଉପରେ ଦୋକାନୀମାନଙ୍କ ଜବରଦଖଲ ଯୋଗୁ ଯାନବାହନ ଚଳାଚଳରେ ବାଧା ସୃଷ୍ଟି ହେଉଛି। ପ୍ରଶାସନ ବାରମ୍ବାର ଉଚ୍ଛେଦ ଅଭିଯାନ ଚଳାଇଲେ ମଧ୍ୟ ପୁଣି ଥରେ ସେହି ସ୍ଥାନରେ ଦୋକାନ ବସୁଛି। ପଥଚାରୀ ଓ ବିଦ୍ୟାର୍ଥୀମାନେ ଦୁର୍ଘଟଣାର ଆଶଙ୍କା ମଧ୍ୟରେ ଚଳପ୍ରଚଳ କରୁଛନ୍ତି। xyxy=(4,84,62,129)
story-3-text: ଜିଲ୍ଲାପାଳଙ୍କ ଅଧ୍ୟକ୍ଷତାରେ ସାପ୍ତାହିକ ଅଭିଯୋଗ ଶୁଣାଣି ଶିବିର ଅନୁଷ୍ଠିତ ହୋଇଥିଲା। ଏଥିରେ ବିଭିନ୍ନ ଅଞ୍ଚଳରୁ ଆସିଥିବା ଅଭିଯୋଗକାରୀଙ୍କ ସମସ୍ୟା ଶୁଣାଯାଇଥିଲା। xyxy=(108,262,141,312)
story-9-headline: ଗ୍ଲୋବାଲ ଥିଏଟର ଫେଷ୍ଟିଭାଲ ପ୍ରତିଯୋଗିତାରେ ସଫଳତା xyxy=(302,341,484,350)
story-3-text-3: ଜିଲ୍ଲାପାଳଙ୍କ ଅଧ୍ୟକ୍ଷତାରେ ସାପ୍ତାହିକ ଅଭିଯୋଗ ଶୁଣାଣି ଶିବିର ଅନୁଷ୍ଠିତ ହୋଇଥିଲା। ଏଥିରେ ବିଭିନ୍ନ ଅଞ୍ଚଳରୁ ଆସିଥିବା ଅଭିଯୋଗକାରୀଙ୍କ ସମସ୍ୟା ଶୁଣାଯାଇଥିଲା। xyxy=(144,262,177,312)
story-5-text: ନାବାଳିକାଙ୍କୁ ଦୁଷ୍କର୍ମ ମାମଲାରେ ଜିଲ୍ଲା ବିଶେଷ ପକ୍ସୋ କୋର୍ଟ ଅଭିଯୁକ୍ତକୁ ଦୋଷୀ ସାବ୍ୟସ୍ତ କରି ୨୦ ବର୍ଷ ସଶ୍ରମ କାରାଦଣ୍ଡ ସହ ଜରିମାନା ଦଣ୍ଡାଦେଶ ଶୁଣାଇଛନ୍ତି। ପୀଡ଼ିତାଙ୍କୁ କ୍ଷତିପୂରଣ ଦେବାକୁ ମଧ୍ୟ ନିର୍ଦ୍ଦେଶ ଦିଆଯାଇଛି। xyxy=(306,270,367,300)
story-4-text: ବ୍ଲକ କାର୍ଯ୍ୟାଳୟ ସଭାଗୃହରେ ଆବାସ ଯୋଜନାର ହିତାଧିକାରୀଙ୍କ ପାଇଁ ସଚେତନତା ଶିବିର ଆୟୋଜିତ ହୋଇଥିଲା। xyxy=(182,302,289,312)
masthead xyxy=(0,0,500,38)
story-3-body-col-1 xyxy=(108,262,142,334)
horizontal-divider-2 xyxy=(4,336,498,337)
market-scene-image xyxy=(66,198,214,244)
story-12-text-2: ଜିଲ୍ଲା ନିଯୁକ୍ତି କାର୍ଯ୍ୟାଳୟ ପକ୍ଷରୁ ଦୁଇଦିନିଆ ନିଯୁକ୍ତି ମେଳା ଆୟୋଜିତ ହୋଇଥିଲା। ବିଭିନ୍ନ ଘରୋଇ ସଂସ୍ଥା ଏଥିରେ ଯୋଗ ଦେଇ ଯୋଗ୍ୟ ପ୍ରାର୍ଥୀଙ୍କୁ ଚୟନ କରିଥିଲେ। xyxy=(302,576,358,601)
story-7-text: ଜିଲ୍ଲାର ବିଶିଷ୍ଟ ଶିକ୍ଷାବିତ୍‌ଙ୍କୁ ସାମାଜିକ ଓ ଶିକ୍ଷା କ୍ଷେତ୍ରରେ ଉଲ୍ଲେଖନୀୟ ଅବଦାନ ପାଇଁ ଏକ୍ସେଲେନ୍ସି ଲିଡରସିପ ପୁରସ୍କାରରେ ସମ୍ମାନିତ କରାଯାଇଛି। xyxy=(108,354,169,374)
top-right-2-text: ଜିଲ୍ଲା ଶିକ୍ଷା ଅଧିକାରୀଙ୍କ ଉପସ୍ଥିତିରେ ନୂତନ ଜାତୀୟ ଶିକ୍ଷା ନୀତି ସମ୍ପର୍କରେ ଶିକ୍ଷକମାନଙ୍କୁ ସଚେତନ କରାଯାଇଥିଲା। xyxy=(378,106,416,136)
story-5-text-3: ନାବାଳିକାଙ୍କୁ ଦୁଷ୍କର୍ମ ମାମଲାରେ ଜିଲ୍ଲା ବିଶେଷ ପକ୍ସୋ କୋର୍ଟ ଅଭିଯୁକ୍ତକୁ ଦୋଷୀ ସାବ୍ୟସ୍ତ କରି ୨୦ ବର୍ଷ ସଶ୍ରମ କାରାଦଣ୍ଡ ସହ ଜରିମାନା ଦଣ୍ଡାଦେଶ ଶୁଣାଇଛନ୍ତି। ପୀଡ଼ିତାଙ୍କୁ କ୍ଷତିପୂରଣ ଦେବାକୁ ମଧ୍ୟ ନିର୍ଦ୍ଦେଶ ଦିଆଯାଇଛି। xyxy=(370,270,431,300)
lead-headline: ମୁଖ୍ୟ ରାସ୍ତାରୁ ଅବରୋଧ ହଟୁନି xyxy=(4,50,228,72)
story-7-text-2: ଜିଲ୍ଲାର ବିଶିଷ୍ଟ ଶିକ୍ଷାବିତ୍‌ଙ୍କୁ ସାମାଜିକ ଓ ଶିକ୍ଷା କ୍ଷେତ୍ରରେ ଉଲ୍ଲେଖନୀୟ ଅବଦାନ ପାଇଁ ଏକ୍ସେଲେନ୍ସି ଲିଡରସିପ ପୁରସ୍କାରରେ ସମ୍ମାନିତ କରାଯାଇଛି। xyxy=(108,375,169,395)
story-13-body-col-2 xyxy=(66,706,180,784)
page-number: ପୃଷ୍ଠା : ୯ xyxy=(450,24,496,33)
newspaper-logo xyxy=(380,3,498,25)
meeting-photo-image xyxy=(182,260,302,300)
story-12-text-3: ଜିଲ୍ଲା ନିଯୁକ୍ତି କାର୍ଯ୍ୟାଳୟ ପକ୍ଷରୁ ଦୁଇଦିନିଆ ନିଯୁକ୍ତି ମେଳା ଆୟୋଜିତ ହୋଇଥିଲା। ବିଭିନ୍ନ ଘରୋଇ ସଂସ୍ଥା ଏଥିରେ ଯୋଗ ଦେଇ ଯୋଗ୍ୟ ପ୍ରାର୍ଥୀଙ୍କୁ ଚୟନ କରିଥିଲେ। xyxy=(366,598,493,608)
story-7-text-7: ଜିଲ୍ଲାର ବିଶିଷ୍ଟ ଶିକ୍ଷାବିତ୍‌ଙ୍କୁ ସାମାଜିକ ଓ ଶିକ୍ଷା କ୍ଷେତ୍ରରେ ଉଲ୍ଲେଖନୀୟ ଅବଦାନ ପାଇଁ ଏକ୍ସେଲେନ୍ସି ଲିଡରସିପ ପୁରସ୍କାରରେ ସମ୍ମାନିତ କରାଯାଇଛି। xyxy=(236,354,297,374)
story-3-text-2: ଜିଲ୍ଲାପାଳଙ୍କ ଅଧ୍ୟକ୍ଷତାରେ ସାପ୍ତାହିକ ଅଭିଯୋଗ ଶୁଣାଣି ଶିବିର xyxy=(108,313,140,333)
